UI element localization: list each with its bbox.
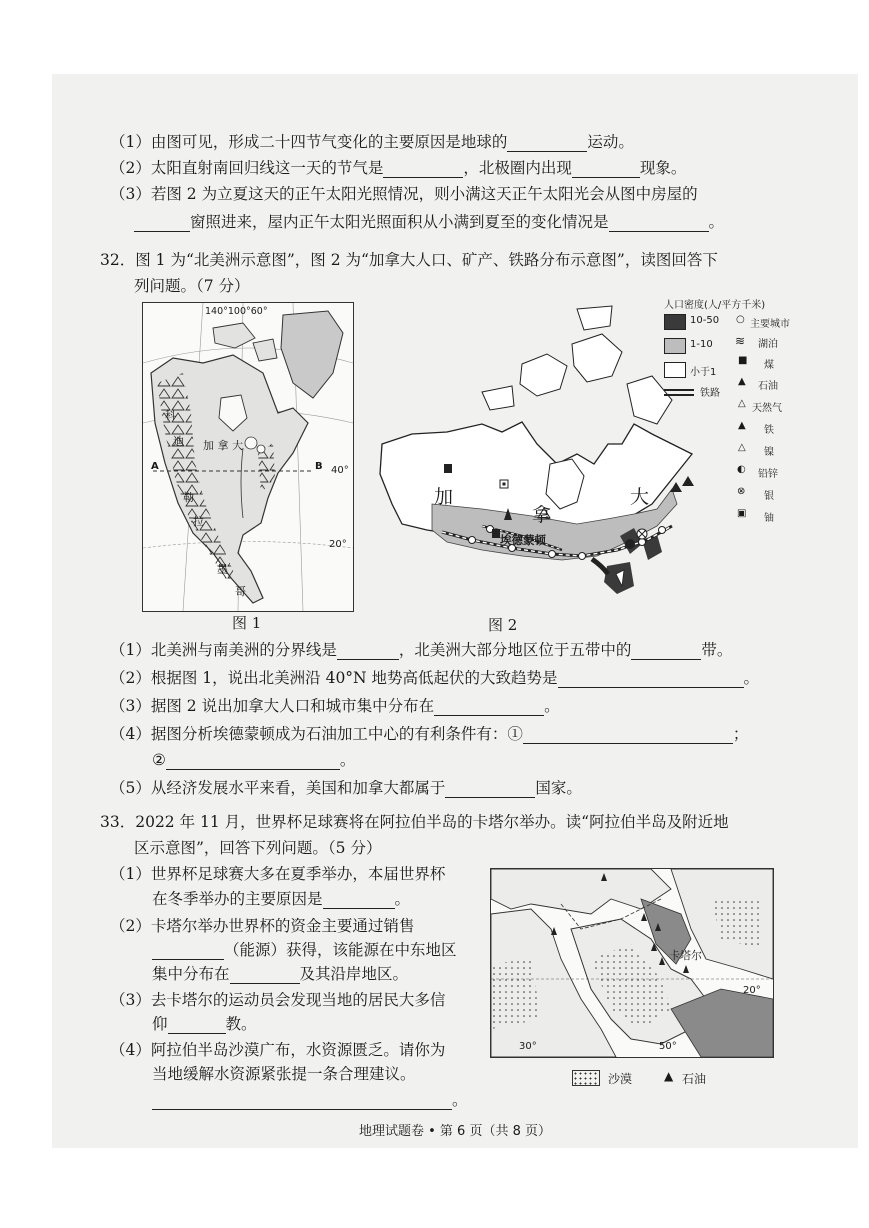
- answer-blank[interactable]: [166, 754, 340, 770]
- legend-density-mid: 1-10: [690, 339, 713, 350]
- answer-blank[interactable]: [609, 216, 709, 232]
- canada-char-na: 拿: [532, 504, 552, 526]
- answer-blank[interactable]: [434, 700, 544, 716]
- fig1-lat40-label: 40°: [331, 465, 349, 476]
- legend-density-high: 10-50: [690, 315, 720, 326]
- q31-line1: （1）由图可见，形成二十四节气变化的主要原因是地球的 运动。: [110, 133, 634, 151]
- legend-nickel: 镍: [764, 447, 774, 458]
- fig1-label-b: B: [315, 461, 323, 472]
- q33-1-line1: （1）世界杯足球赛大多在夏季举办，本届世界杯: [110, 865, 446, 883]
- arabia-lon50-label: 50°: [659, 1041, 677, 1052]
- q32-intro-line1: 32．图 1 为“北美洲示意图”，图 2 为“加拿大人口、矿产、铁路分布示意图”，读图回答下: [100, 251, 718, 269]
- legend-density-low-swatch: [664, 362, 686, 378]
- q33-4-line1: （4）阿拉伯半岛沙漠广布，水资源匮乏。请你为: [110, 1041, 446, 1059]
- legend-density-high-swatch: [664, 314, 686, 330]
- oil-icon: ▲: [664, 1069, 674, 1083]
- answer-blank[interactable]: [383, 162, 463, 178]
- canada-char-da: 大: [630, 486, 650, 508]
- arabia-lat20-label: 20°: [743, 985, 761, 996]
- fig1-longitude-label: 140°100°60°: [205, 306, 268, 317]
- oil-icon: ▲: [738, 376, 746, 387]
- q33-4-line2: 当地缓解水资源紧张提一条合理建议。: [152, 1065, 416, 1083]
- arabia-lon30-label: 30°: [519, 1041, 537, 1052]
- fig1-label-a: A: [151, 461, 159, 472]
- silver-icon: ⊗: [737, 486, 746, 497]
- legend-lake: 湖泊: [758, 339, 778, 350]
- canada-map-svg: [372, 304, 792, 614]
- q31-line3: （3）若图 2 为立夏这天的正午太阳光照情况，则小满这天正午太阳光会从图中房屋的: [110, 185, 698, 203]
- legend-iron: 铁: [764, 425, 774, 436]
- coal-icon: ■: [738, 355, 748, 366]
- q31-line4: 窗照进来，屋内正午太阳光照面积从小满到夏至的变化情况是 。: [134, 212, 724, 232]
- fig2-caption: 图 2: [488, 616, 518, 634]
- q33-3-line2: 仰 教。: [152, 1015, 257, 1033]
- exam-page: [52, 74, 858, 1148]
- legend-oil-arabia: 石油: [682, 1072, 707, 1086]
- legend-silver: 银: [764, 491, 774, 502]
- answer-blank[interactable]: [337, 644, 399, 660]
- arabia-map-svg: [491, 869, 773, 1057]
- q32-3: （3）据图 2 说出加拿大人口和城市集中分布在 。: [110, 697, 560, 715]
- page-footer: 地理试题卷 • 第 6 页（共 8 页）: [358, 1124, 551, 1139]
- answer-blank[interactable]: [523, 728, 733, 744]
- legend-city: 主要城市: [750, 319, 790, 330]
- qatar-label: 卡塔尔: [669, 949, 702, 962]
- legend-coal: 煤: [764, 360, 774, 371]
- legend-gas: 天然气: [752, 403, 782, 414]
- city-icon: ○: [736, 314, 745, 325]
- q33-intro-line2: 区示意图”，回答下列问题。（5 分）: [134, 839, 382, 857]
- edmonton-label: 埃德蒙顿: [500, 533, 546, 547]
- q32-4: （4）据图分析埃德蒙顿成为石油加工中心的有利条件有：① ；: [110, 725, 749, 743]
- legend-uranium: 铀: [764, 513, 774, 524]
- legend-density-mid-swatch: [664, 338, 686, 354]
- legend-lead-zinc: 铅锌: [758, 469, 778, 480]
- q33-4-line3: 。: [152, 1090, 468, 1110]
- fig2-legend-title: 人口密度(人/平方千米): [664, 300, 766, 311]
- answer-blank[interactable]: [152, 944, 224, 960]
- fig1-mtn-char: 墨: [217, 563, 228, 576]
- answer-blank[interactable]: [558, 672, 744, 688]
- q33-2-line2: （能源）获得，该能源在中东地区: [152, 940, 457, 960]
- q32-5: （5）从经济发展水平来看，美国和加拿大都属于 国家。: [110, 779, 582, 797]
- q32-intro-line2: 列问题。（7 分）: [134, 277, 250, 295]
- q32-2: （2）根据图 1，说出北美洲沿 40°N 地势高低起伏的大致趋势是 。: [110, 669, 760, 687]
- legend-density-low: 小于1: [690, 367, 717, 378]
- north-america-map-svg: [143, 303, 353, 611]
- answer-blank[interactable]: [230, 968, 300, 984]
- canada-map: [372, 300, 792, 614]
- legend-desert: 沙漠: [608, 1072, 633, 1086]
- answer-blank[interactable]: [572, 162, 640, 178]
- legend-desert-swatch: [572, 1070, 600, 1086]
- answer-blank[interactable]: [323, 893, 395, 909]
- q33-intro-line1: 33．2022 年 11 月，世界杯足球赛将在阿拉伯半岛的卡塔尔举办。读“阿拉伯半岛及附近地: [100, 813, 729, 831]
- answer-blank[interactable]: [507, 136, 587, 152]
- fig1-caption: 图 1: [232, 614, 262, 632]
- canada-char-jia: 加: [434, 486, 454, 508]
- q33-1-line2: 在冬季举办的主要原因是 。: [152, 890, 411, 908]
- legend-rail: 铁路: [700, 388, 720, 399]
- fig1-lat20-label: 20°: [329, 539, 347, 550]
- q33-2-line1: （2）卡塔尔举办世界杯的资金主要通过销售: [110, 917, 415, 935]
- answer-blank[interactable]: [134, 216, 190, 232]
- q31-line2: （2）太阳直射南回归线这一天的节气是 ，北极圈内出现 现象。: [110, 159, 687, 177]
- iron-icon: ▲: [738, 420, 746, 431]
- fig1-mtn-char: 勒: [183, 491, 194, 504]
- fig1-mtn-char: 拉: [193, 515, 204, 528]
- q33-2-line3: 集中分布在 及其沿岸地区。: [152, 965, 409, 983]
- q32-4-line2: ② 。: [152, 751, 356, 769]
- lead-zinc-icon: ◐: [737, 464, 746, 475]
- uranium-icon: ▣: [737, 508, 747, 519]
- fig1-canada-label: 加 拿 大: [203, 439, 243, 452]
- fig1-mtn-char: 哥: [235, 585, 246, 598]
- legend-rail-line: [664, 389, 694, 396]
- answer-blank[interactable]: [445, 782, 535, 798]
- fig1-mtn-char: 迪: [173, 435, 184, 448]
- answer-blank[interactable]: [631, 644, 701, 660]
- arabia-map: [490, 868, 774, 1058]
- fig1-mtn-char: 科: [165, 409, 176, 422]
- q33-3-line1: （3）去卡塔尔的运动员会发现当地的居民大多信: [110, 991, 446, 1009]
- gas-icon: △: [738, 398, 746, 409]
- legend-oil: 石油: [758, 381, 778, 392]
- q32-1: （1）北美洲与南美洲的分界线是 ，北美洲大部分地区位于五带中的 带。: [110, 641, 733, 659]
- answer-blank[interactable]: [152, 1094, 452, 1110]
- nickel-icon: △: [738, 442, 746, 453]
- lake-icon: ≋: [735, 334, 746, 348]
- answer-blank[interactable]: [168, 1018, 226, 1034]
- north-america-map: [142, 302, 354, 612]
